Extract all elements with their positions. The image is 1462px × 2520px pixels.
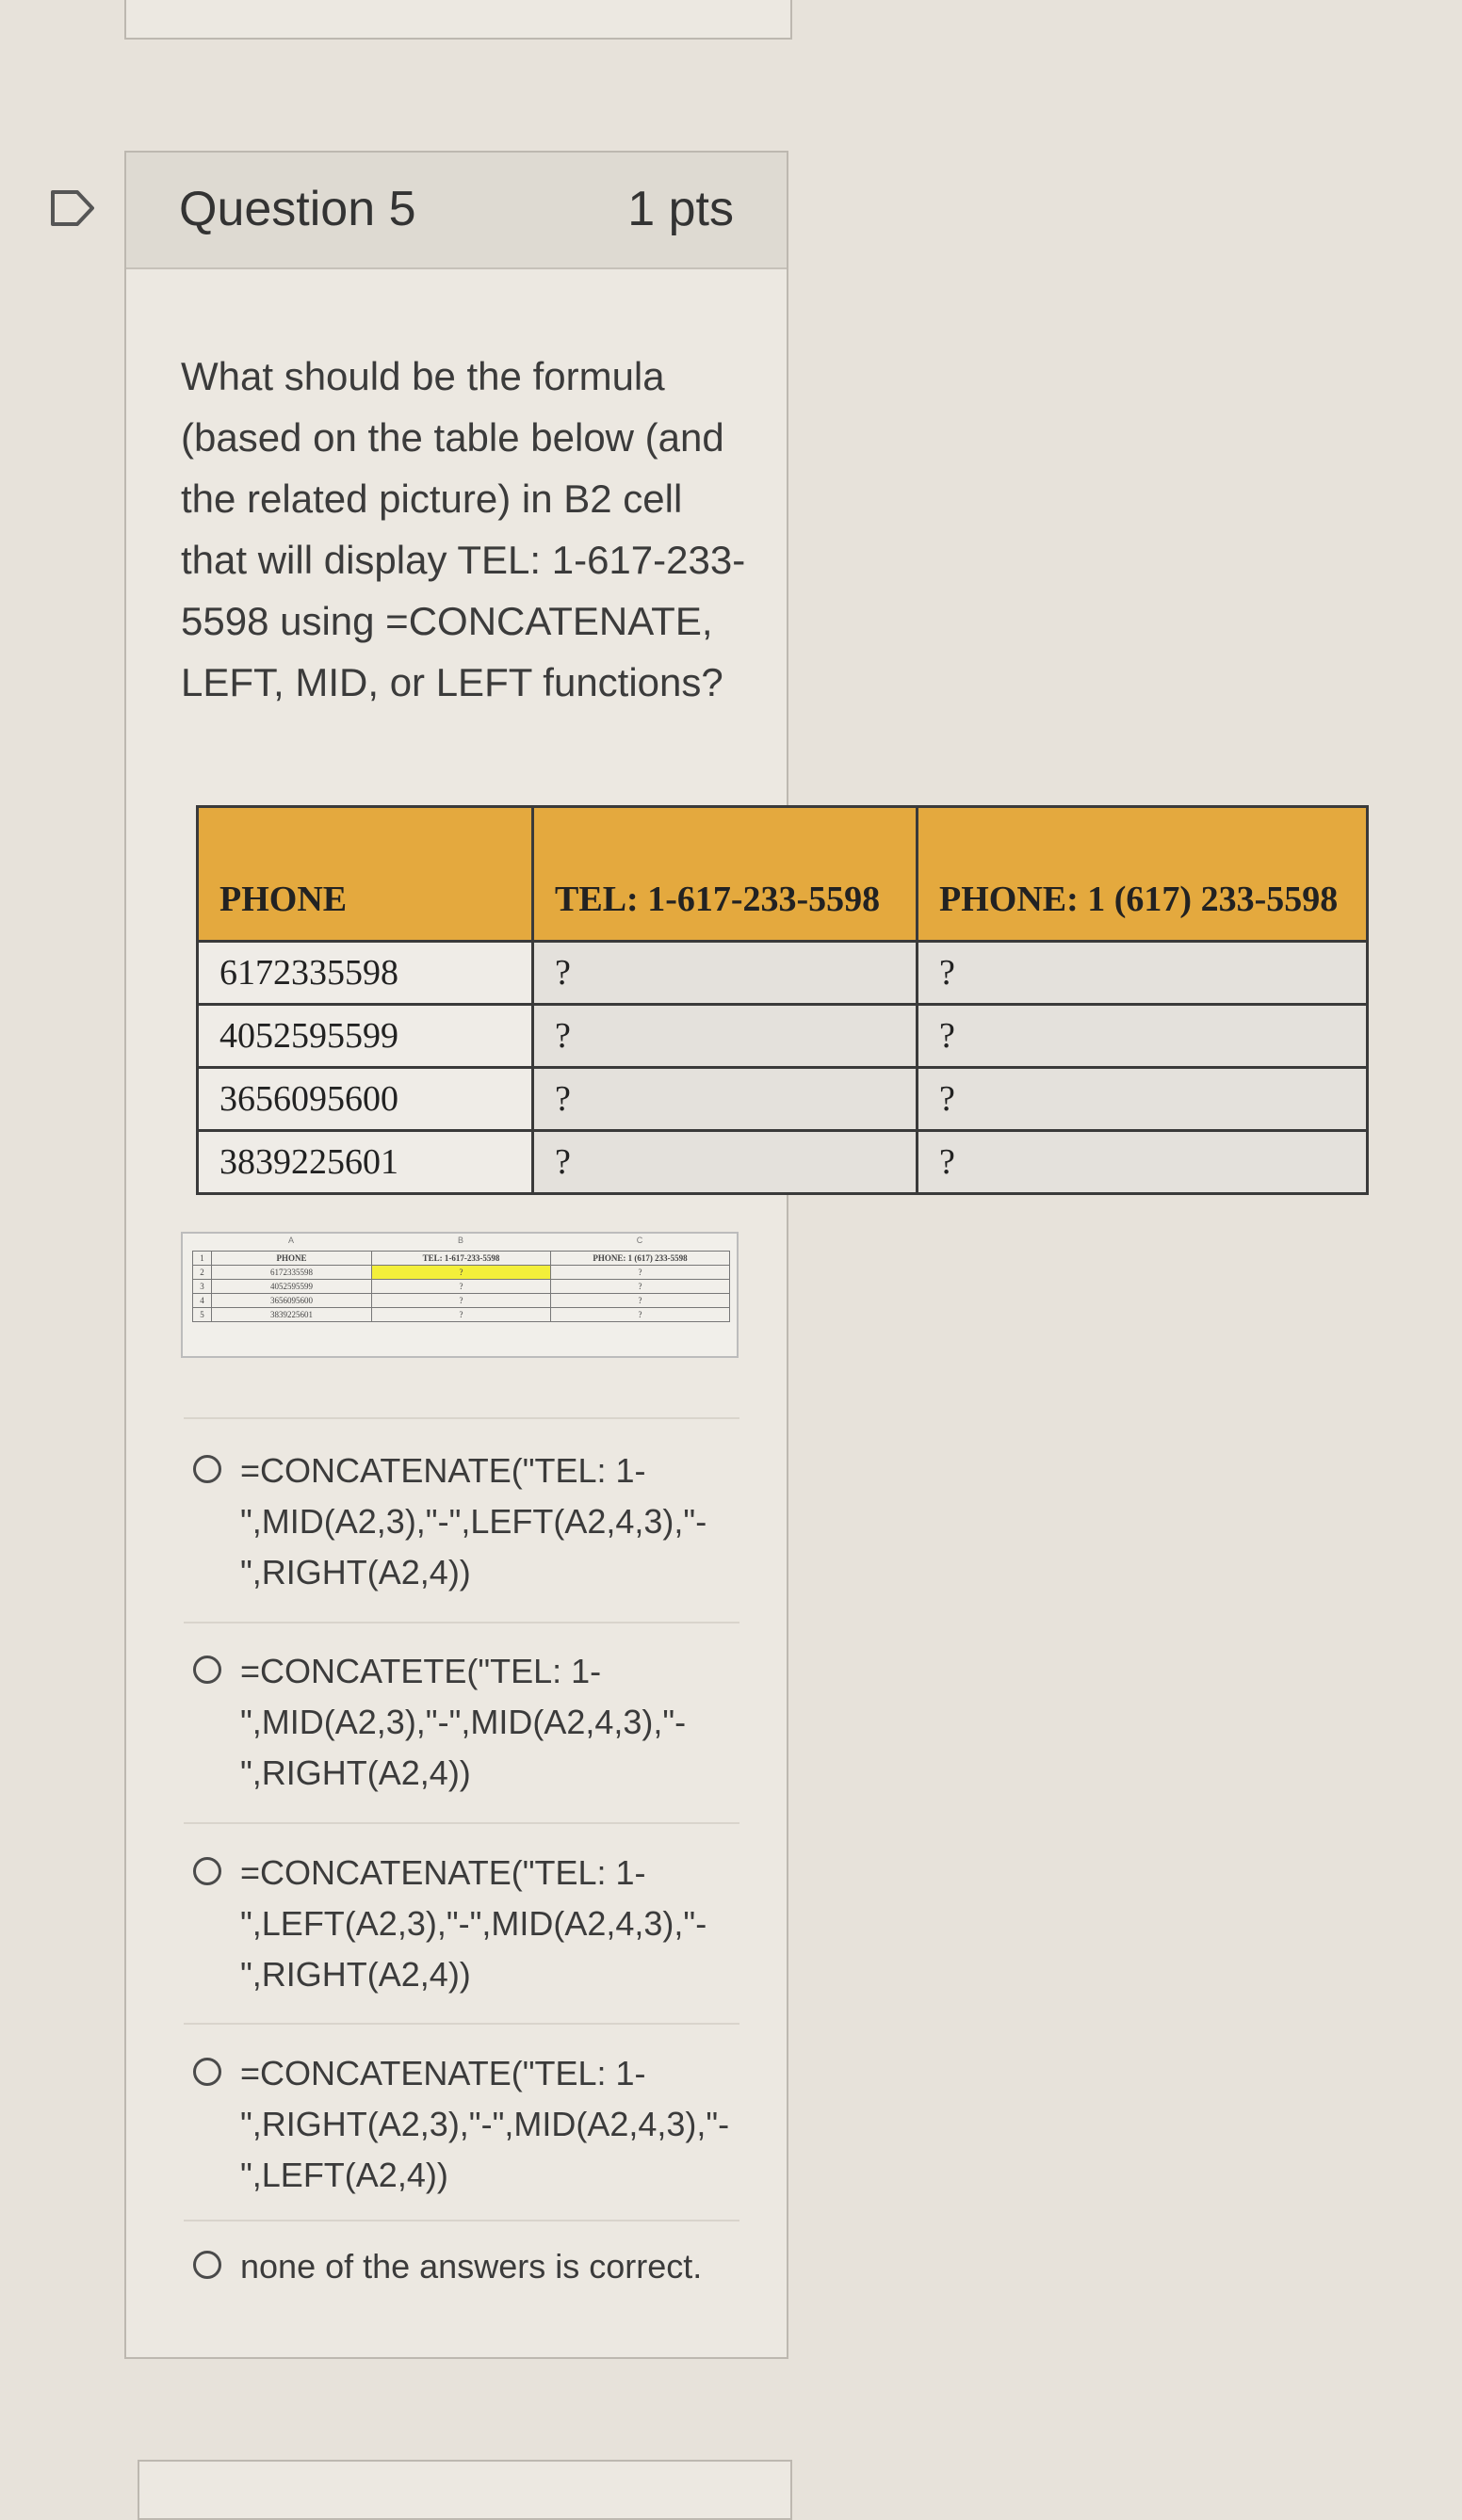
phone-table [196,805,1369,1195]
table-row [198,1131,1368,1194]
answer-divider [184,2220,739,2221]
table-cell: ? [533,1068,918,1131]
answer-divider [184,2023,739,2025]
table-cell: ? [918,942,1368,1005]
table-cell: ? [533,942,918,1005]
header-phone-format: PHONE: 1 (617) 233-5598 [918,807,1368,942]
table-cell: ? [372,1280,551,1294]
next-question-card [138,2460,792,2520]
table-row [193,1294,730,1308]
table-cell: 4052595599 [198,1005,533,1068]
answer-option-5[interactable] [193,2241,749,2298]
answer-divider [184,1622,739,1623]
spreadsheet-grid [192,1251,730,1322]
table-cell: 6172335598 [212,1266,372,1280]
row-number: 3 [193,1280,212,1294]
question-title: Question 5 [179,182,416,236]
column-letter: C [636,1236,643,1245]
header-tel: TEL: 1-617-233-5598 [533,807,918,942]
spreadsheet-column-headers [192,1236,729,1249]
answer-text: =CONCATENATE("TEL: 1-",MID(A2,3),"-",LEFT(A2,4,3),"-",RIGHT(A2,4)) [240,1451,707,1591]
row-number: 5 [193,1308,212,1322]
table-cell: ? [551,1280,730,1294]
question-header [126,153,787,269]
answer-option-1[interactable] [193,1446,749,1606]
selected-cell: ? [372,1266,551,1280]
question-text: What should be the formula (based on the table below (and the related picture) in B2 cell that will display TEL: 1-617-233-5598 using =CONCATENATE, LEFT, MID, or LEFT functions? [181,354,746,704]
flag-icon[interactable] [49,188,96,228]
answer-divider [184,1822,739,1824]
table-cell: PHONE: 1 (617) 233-5598 [551,1252,730,1266]
radio-unselected-icon[interactable] [193,2251,221,2279]
column-letter: A [287,1236,294,1245]
table-row [198,942,1368,1005]
radio-unselected-icon[interactable] [193,1455,221,1483]
answer-divider [184,1417,739,1419]
table-cell: 3656095600 [198,1068,533,1131]
table-cell: 6172335598 [198,942,533,1005]
table-cell: 3839225601 [212,1308,372,1322]
table-cell: ? [372,1294,551,1308]
table-row [198,1005,1368,1068]
row-number: 4 [193,1294,212,1308]
table-row [193,1266,730,1280]
answer-text: none of the answers is correct. [240,2247,703,2286]
table-cell: 3839225601 [198,1131,533,1194]
row-number: 2 [193,1266,212,1280]
row-number: 1 [193,1252,212,1266]
previous-question-card [124,0,792,40]
table-header-row [198,807,1368,942]
table-cell: ? [551,1266,730,1280]
table-cell: ? [918,1005,1368,1068]
table-row [198,1068,1368,1131]
table-cell: ? [533,1131,918,1194]
table-cell: 4052595599 [212,1280,372,1294]
table-cell: ? [551,1308,730,1322]
table-cell: ? [918,1131,1368,1194]
answer-text: =CONCATENATE("TEL: 1-",LEFT(A2,3),"-",MID(A2,4,3),"-",RIGHT(A2,4)) [240,1853,707,1994]
table-cell: 3656095600 [212,1294,372,1308]
answer-option-3[interactable] [193,1848,749,2008]
table-row [193,1280,730,1294]
table-row [193,1252,730,1266]
radio-unselected-icon[interactable] [193,1656,221,1684]
table-cell: ? [372,1308,551,1322]
table-cell: ? [551,1294,730,1308]
question-points: 1 pts [627,182,734,236]
answer-option-2[interactable] [193,1646,749,1806]
answer-text: =CONCATETE("TEL: 1-",MID(A2,3),"-",MID(A2,4,3),"-",RIGHT(A2,4)) [240,1652,687,1792]
header-phone: PHONE [198,807,533,942]
spreadsheet-picture [181,1232,739,1358]
radio-unselected-icon[interactable] [193,2058,221,2086]
table-cell: TEL: 1-617-233-5598 [372,1252,551,1266]
table-cell: ? [918,1068,1368,1131]
answer-text: =CONCATENATE("TEL: 1-",RIGHT(A2,3),"-",MID(A2,4,3),"-",LEFT(A2,4)) [240,2054,730,2194]
answer-option-4[interactable] [193,2048,749,2208]
table-row [193,1308,730,1322]
table-cell: ? [533,1005,918,1068]
column-letter: B [457,1236,463,1245]
table-cell: PHONE [212,1252,372,1266]
radio-unselected-icon[interactable] [193,1857,221,1885]
